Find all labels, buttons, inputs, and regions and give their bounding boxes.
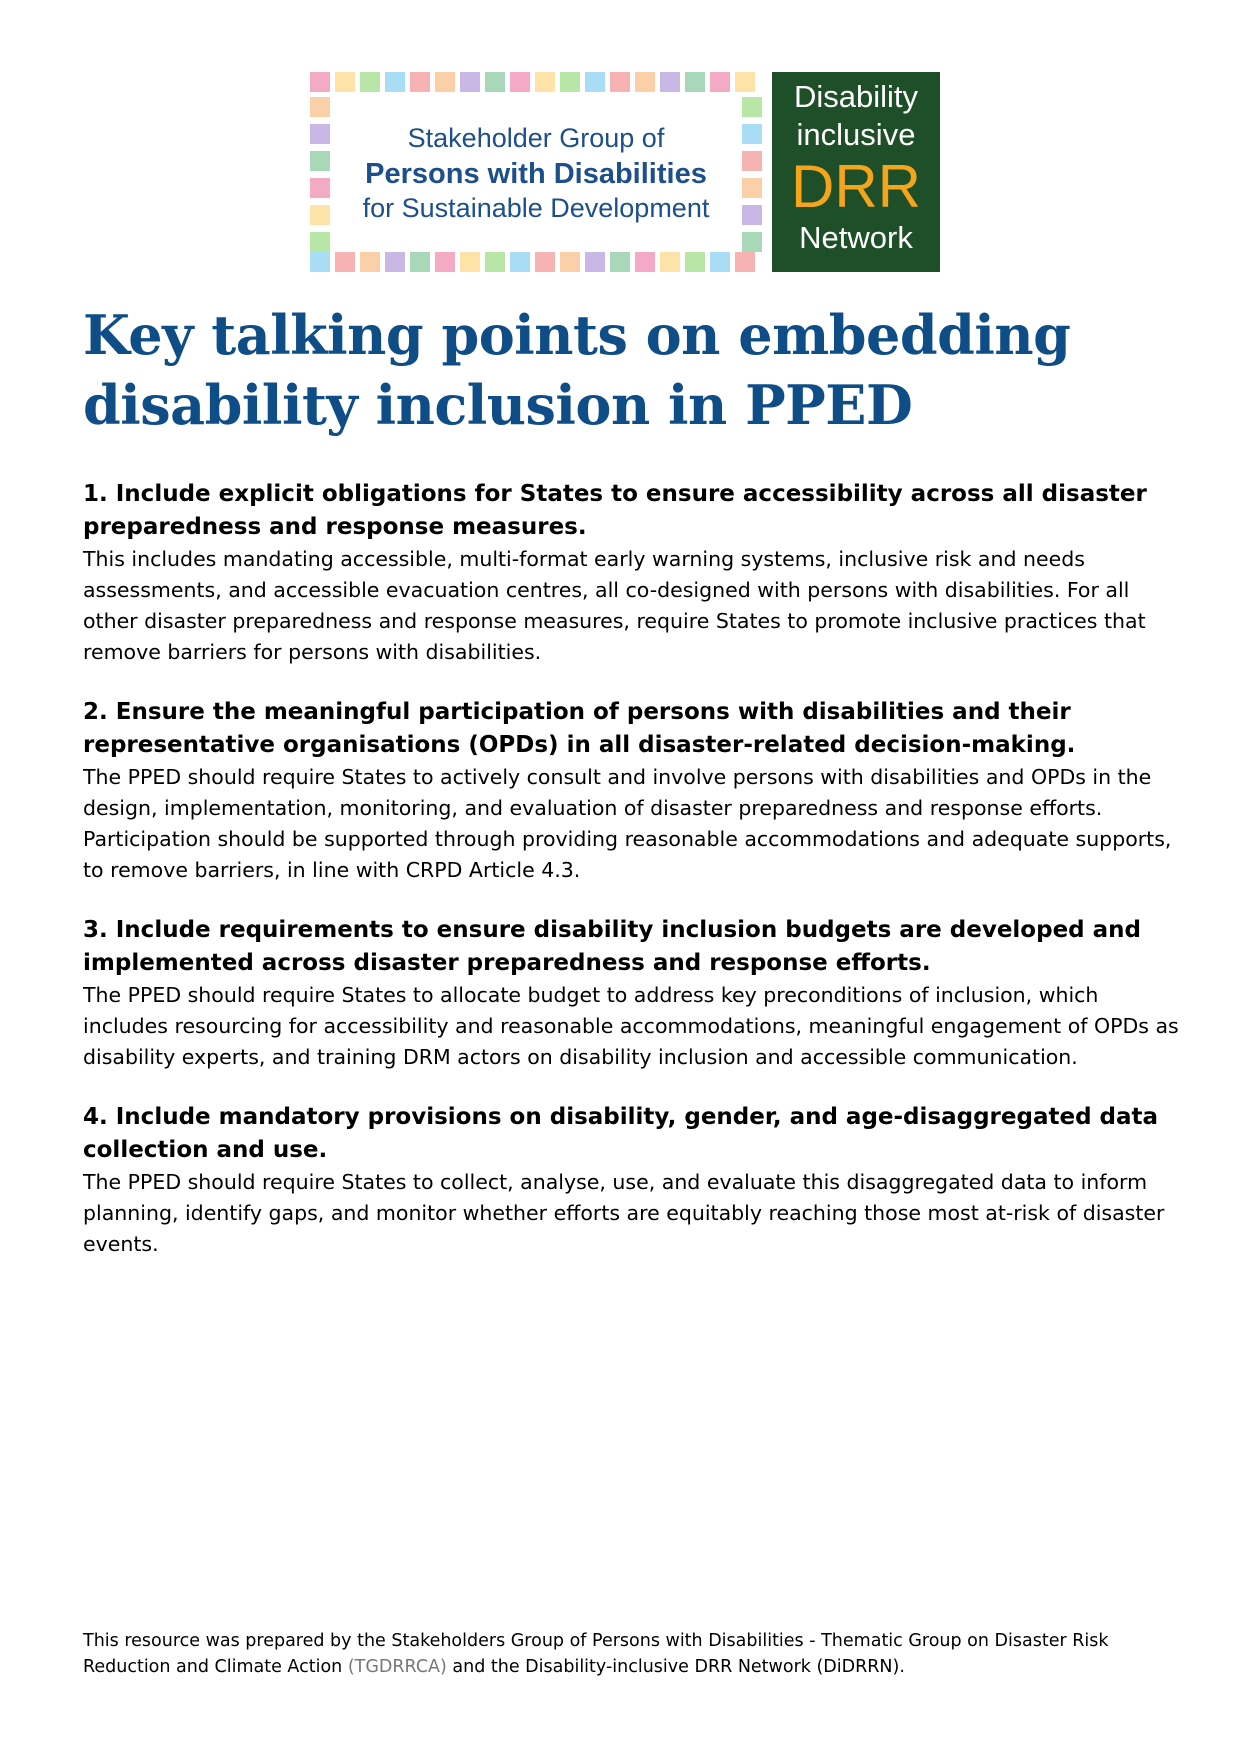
logo-square (685, 252, 705, 272)
logo-square (410, 252, 430, 272)
talking-point-body: The PPED should require States to allocate budget to address key preconditions of inclusion, which includes resourcing for accessibility and reasonable accommodations, meaningful engagement of OPDs as disability experts, and training DRM actors on disability inclusion and accessible communication. (83, 983, 1179, 1069)
drr-logo-line: Disability (793, 79, 919, 114)
talking-point (83, 696, 1183, 886)
logo-square (660, 72, 680, 92)
talking-points-list (83, 478, 1183, 1288)
logo-text-line: Stakeholder Group of (407, 123, 665, 153)
logo-square (635, 252, 655, 272)
stakeholder-group-logo-text (310, 122, 762, 226)
logo-square (535, 72, 555, 92)
logo-square (310, 72, 330, 92)
logo-square (710, 72, 730, 92)
logo-square (435, 72, 455, 92)
footer-text: and the Disability-inclusive DRR Network (DiDRRN). (446, 1657, 905, 1677)
logo-square (310, 97, 330, 117)
logo-square (460, 72, 480, 92)
page-title (83, 300, 1183, 440)
logo-square (735, 72, 755, 92)
logo-square (560, 252, 580, 272)
logo-square (510, 252, 530, 272)
logo-square (560, 72, 580, 92)
logo-square (485, 252, 505, 272)
logo-square (742, 97, 762, 117)
talking-point-heading: 3. Include requirements to ensure disability inclusion budgets are developed and implemented across disaster preparedness and response efforts. (83, 917, 1141, 976)
page-title-line: disability inclusion in PPED (83, 373, 913, 437)
logo-text-line: Persons with Disabilities (365, 157, 707, 190)
logo-square (335, 72, 355, 92)
logo-square (410, 72, 430, 92)
logo-square (710, 252, 730, 272)
logo-square (360, 252, 380, 272)
talking-point (83, 1101, 1183, 1260)
logo-square (610, 252, 630, 272)
logo-square (310, 252, 330, 272)
footer-credit (83, 1628, 1183, 1680)
logo-square (335, 252, 355, 272)
logo-square (660, 252, 680, 272)
logo-square (510, 72, 530, 92)
talking-point-body: This includes mandating accessible, multi-format early warning systems, inclusive risk and needs assessments, and accessible evacuation centres, all co-designed with persons with disabilities. For all other disaster preparedness and response measures, require States to promote inclusive practices that remove barriers for persons with disabilities. (83, 547, 1146, 664)
talking-point (83, 478, 1183, 668)
logo-square (385, 252, 405, 272)
logo-square (735, 252, 755, 272)
logo-square (610, 72, 630, 92)
logo-square (485, 72, 505, 92)
talking-point-heading: 4. Include mandatory provisions on disability, gender, and age-disaggregated data collection and use. (83, 1104, 1159, 1163)
drr-logo-line: inclusive (796, 117, 916, 152)
logo-square (385, 72, 405, 92)
footer-text: This resource was prepared by the Stakeholders Group of Persons with Disabilities - Thematic Group on Disaster Risk Reduction and Climate Action (83, 1631, 1109, 1677)
drr-logo-acronym: DRR (791, 153, 921, 220)
logo-square (685, 72, 705, 92)
talking-point (83, 914, 1183, 1073)
drr-logo-line: Network (799, 220, 913, 255)
logo-square (435, 252, 455, 272)
drr-network-logo (772, 72, 940, 272)
logo-square (635, 72, 655, 92)
logo-square-border-top (310, 72, 755, 92)
talking-point-heading: 2. Ensure the meaningful participation of persons with disabilities and their representative organisations (OPDs) in all disaster-related decision-making. (83, 699, 1076, 758)
logo-square (310, 232, 330, 252)
logo-square-border-bottom (310, 252, 755, 272)
stakeholder-group-logo (310, 72, 762, 272)
logo-square (360, 72, 380, 92)
talking-point-body: The PPED should require States to collect, analyse, use, and evaluate this disaggregated data to inform planning, identify gaps, and monitor whether efforts are equitably reaching those most at-risk of disaster events. (83, 1170, 1165, 1256)
page-title-line: Key talking points on embedding (83, 303, 1071, 367)
logo-square (460, 252, 480, 272)
talking-point-heading: 1. Include explicit obligations for States to ensure accessibility across all disaster preparedness and response measures. (83, 481, 1147, 540)
footer-abbreviation: (TGDRRCA) (347, 1657, 447, 1677)
logo-square (535, 252, 555, 272)
logo-square (585, 72, 605, 92)
logo-text-line: for Sustainable Development (362, 193, 710, 223)
talking-point-body: The PPED should require States to actively consult and involve persons with disabilities and OPDs in the design, implementation, monitoring, and evaluation of disaster preparedness and response efforts. Participation should be supported through providing reasonable accommodations and adequate supports, to remove barriers, in line with CRPD Article 4.3. (83, 765, 1172, 882)
logo-square (742, 232, 762, 252)
logo-square (585, 252, 605, 272)
